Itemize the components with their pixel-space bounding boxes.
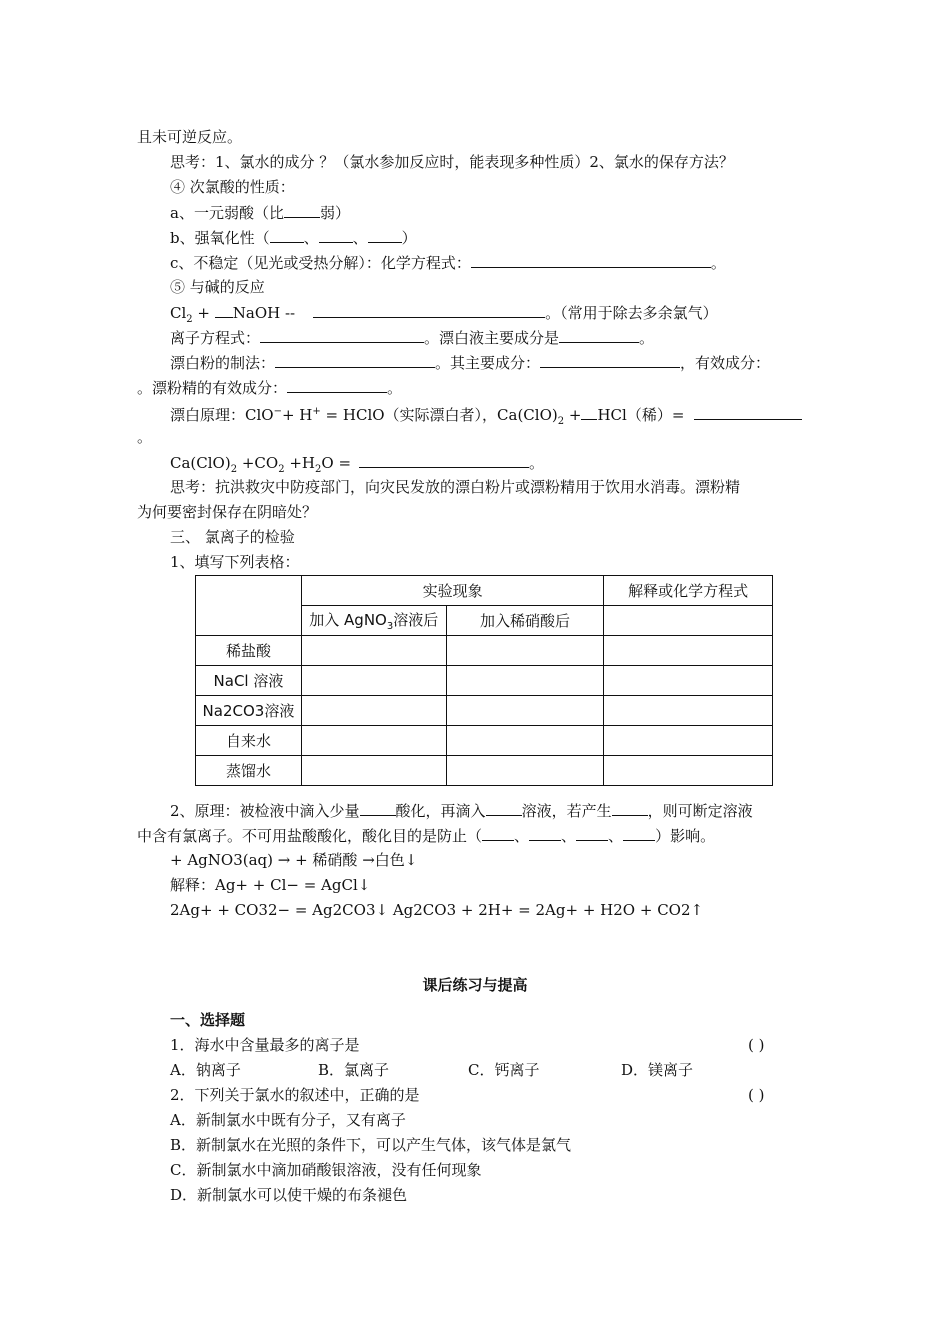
text: 。: [387, 379, 403, 397]
blank[interactable]: [287, 377, 387, 393]
text: c、不稳定（见光或受热分解）：化学方程式：: [170, 254, 471, 272]
text: ）影响。: [655, 827, 716, 845]
ion-equation-line: [170, 327, 654, 348]
hclo-weak-acid: [170, 202, 350, 223]
blank[interactable]: [529, 825, 561, 841]
blank[interactable]: [284, 202, 320, 218]
text: 漂白原理：ClO: [170, 406, 274, 424]
row-label: 自来水: [196, 726, 302, 756]
table-row: [196, 726, 773, 756]
answer-paren-1[interactable]: ( ): [748, 1036, 765, 1054]
table-cell[interactable]: [604, 696, 773, 726]
text: 离子方程式：: [170, 329, 261, 347]
hclo-unstable: [170, 252, 726, 273]
subscript: 2: [278, 464, 285, 475]
q1-option-b[interactable]: B．氯离子: [318, 1061, 390, 1079]
text: HCl（稀）=: [597, 406, 685, 424]
text: ，有效成分：: [680, 354, 771, 372]
co2-equation-line: [170, 452, 544, 480]
blank[interactable]: [359, 452, 529, 468]
exercise-title: 课后练习与提高: [422, 976, 528, 994]
text: b、强氧化性（: [170, 229, 270, 247]
text: 2、原理：被检液中滴入少量: [170, 802, 360, 820]
question-1: 1．海水中含量最多的离子是: [170, 1036, 360, 1054]
intro-tail: 且未可逆反应。: [137, 128, 243, 146]
blank[interactable]: [313, 302, 545, 318]
table-header-row: [196, 576, 773, 606]
bleach-principle-line: [170, 402, 802, 432]
principle-line-1: [170, 800, 753, 821]
table-cell[interactable]: [301, 636, 446, 666]
blank[interactable]: [471, 252, 711, 268]
table-cell[interactable]: [604, 756, 773, 786]
q2-option-a[interactable]: A．新制氯水中既有分子，又有离子: [170, 1111, 406, 1129]
blank[interactable]: [694, 404, 802, 420]
principle-line-2: [137, 825, 715, 846]
table-cell[interactable]: [301, 666, 446, 696]
table-cell[interactable]: [446, 756, 604, 786]
row-label: NaCl 溶液: [196, 666, 302, 696]
think-question-1: 思考：1、氯水的成分 ？（氯水参加反应时，能表现多种性质）2、氯水的保存方法？: [170, 153, 734, 171]
text: + H: [281, 406, 313, 424]
text: Cl: [170, 304, 187, 322]
hclo-oxidizer: [170, 227, 417, 248]
text: +CO: [237, 454, 279, 472]
table-row: [196, 666, 773, 696]
section-3-heading: 三、 氯离子的检验: [170, 528, 295, 546]
blank[interactable]: [623, 825, 655, 841]
question-2: 2．下列关于氯水的叙述中，正确的是: [170, 1086, 420, 1104]
hclo-heading: ④ 次氯酸的性质：: [170, 178, 295, 196]
blank[interactable]: [540, 352, 680, 368]
superscript: +: [312, 406, 321, 417]
text: 。其主要成分：: [435, 354, 541, 372]
blank[interactable]: [275, 352, 435, 368]
text: 。: [529, 454, 545, 472]
text: 漂白粉的制法：: [170, 354, 276, 372]
text: 。漂白液主要成分是: [424, 329, 560, 347]
text: = HClO（实际漂白者），Ca(ClO): [320, 406, 558, 424]
bleach-powder-line: [170, 352, 770, 373]
bleach-essence-line: [137, 377, 402, 398]
q2-option-b[interactable]: B．新制氯水在光照的条件下，可以产生气体，该气体是氯气: [170, 1136, 572, 1154]
table-cell[interactable]: [301, 756, 446, 786]
blank[interactable]: [270, 227, 304, 243]
text: +H: [284, 454, 315, 472]
table-cell[interactable]: [604, 666, 773, 696]
q2-option-c[interactable]: C．新制氯水中滴加硝酸银溶液，没有任何现象: [170, 1161, 482, 1179]
text: 。（常用于除去多余氯气）: [545, 304, 718, 322]
text: 、: [352, 229, 368, 247]
subscript: 2: [230, 464, 238, 475]
text: +: [564, 406, 582, 424]
carbonate-equation: 2Ag+ + CO32− = Ag2CO3↓ Ag2CO3 + 2H+ = 2Ag+ + H2O + CO2↑: [170, 901, 704, 919]
table-cell[interactable]: [604, 636, 773, 666]
blank[interactable]: [260, 327, 424, 343]
blank[interactable]: [368, 227, 402, 243]
table-row: [196, 696, 773, 726]
bleach-principle-end: 。: [137, 428, 153, 446]
text: 溶液，若产生: [521, 802, 612, 820]
text: 。: [639, 329, 655, 347]
explanation-line: 解释：Ag+ + Cl− = AgCl↓: [170, 876, 371, 894]
table-cell[interactable]: [446, 666, 604, 696]
blank[interactable]: [486, 800, 522, 816]
text: 酸化，再滴入: [395, 802, 486, 820]
table-cell[interactable]: [604, 606, 773, 636]
blank[interactable]: [215, 302, 233, 318]
text: 弱）: [319, 204, 350, 222]
text: 、: [561, 827, 577, 845]
text: ）: [401, 229, 417, 247]
blank[interactable]: [612, 800, 648, 816]
table-corner-cell: [196, 576, 302, 636]
header-phenomenon: 实验现象: [301, 576, 603, 606]
header-agno3: [301, 606, 446, 636]
subscript: 2: [315, 464, 322, 475]
text: 加入 AgNO: [309, 611, 387, 629]
text: 中含有氯离子。不可用盐酸酸化，酸化目的是防止（: [137, 827, 483, 845]
row-label: Na2CO3溶液: [196, 696, 302, 726]
think-question-2-cont: 为何要密封保存在阴暗处？: [137, 503, 318, 521]
think-question-2: 思考：抗洪救灾中防疫部门，向灾民发放的漂白粉片或漂粉精用于饮用水消毒。漂粉精: [170, 478, 741, 496]
subscript: 3: [386, 621, 394, 632]
row-label: 蒸馏水: [196, 756, 302, 786]
text: +: [192, 304, 215, 322]
choice-section-heading: 一、选择题: [170, 1011, 246, 1029]
blank[interactable]: [576, 825, 608, 841]
table-cell[interactable]: [446, 636, 604, 666]
blank[interactable]: [319, 227, 353, 243]
table-cell[interactable]: [301, 726, 446, 756]
subscript: 2: [186, 314, 193, 325]
header-hno3: 加入稀硝酸后: [446, 606, 604, 636]
cl2-naoh-equation: [170, 302, 718, 330]
text: 、: [608, 827, 624, 845]
base-heading: ⑤ 与碱的反应: [170, 278, 265, 296]
text: NaOH --: [232, 304, 296, 322]
q1-option-c[interactable]: C．钙离子: [468, 1061, 540, 1079]
table-cell[interactable]: [446, 696, 604, 726]
row-label: 稀盐酸: [196, 636, 302, 666]
fill-table-instruction: 1、填写下列表格：: [170, 553, 300, 571]
blank[interactable]: [482, 825, 514, 841]
answer-paren-2[interactable]: ( ): [748, 1086, 765, 1104]
q1-option-d[interactable]: D．镁离子: [621, 1061, 694, 1079]
text: ，则可断定溶液: [647, 802, 753, 820]
table-row: [196, 636, 773, 666]
text: 、: [514, 827, 530, 845]
blank[interactable]: [360, 800, 396, 816]
text: Ca(ClO): [170, 454, 231, 472]
table-cell[interactable]: [604, 726, 773, 756]
subscript: 2: [557, 416, 565, 427]
text: 。: [710, 254, 726, 272]
test-equation: + AgNO3(aq) → + 稀硝酸 →白色↓: [170, 851, 418, 869]
table-row: [196, 756, 773, 786]
q2-option-d[interactable]: D．新制氯水可以使干燥的布条褪色: [170, 1186, 408, 1204]
superscript: −: [273, 406, 282, 417]
text: 。漂粉精的有效成分：: [137, 379, 288, 397]
table-cell[interactable]: [446, 726, 604, 756]
header-explanation: 解释或化学方程式: [604, 576, 773, 606]
table-cell[interactable]: [301, 696, 446, 726]
text: 溶液后: [393, 611, 439, 629]
text: 、: [303, 229, 319, 247]
blank[interactable]: [559, 327, 639, 343]
q1-option-a[interactable]: A．钠离子: [170, 1061, 241, 1079]
experiment-table: [195, 575, 773, 786]
text: O =: [321, 454, 352, 472]
text: a、一元弱酸（比: [170, 204, 284, 222]
blank[interactable]: [581, 404, 597, 420]
